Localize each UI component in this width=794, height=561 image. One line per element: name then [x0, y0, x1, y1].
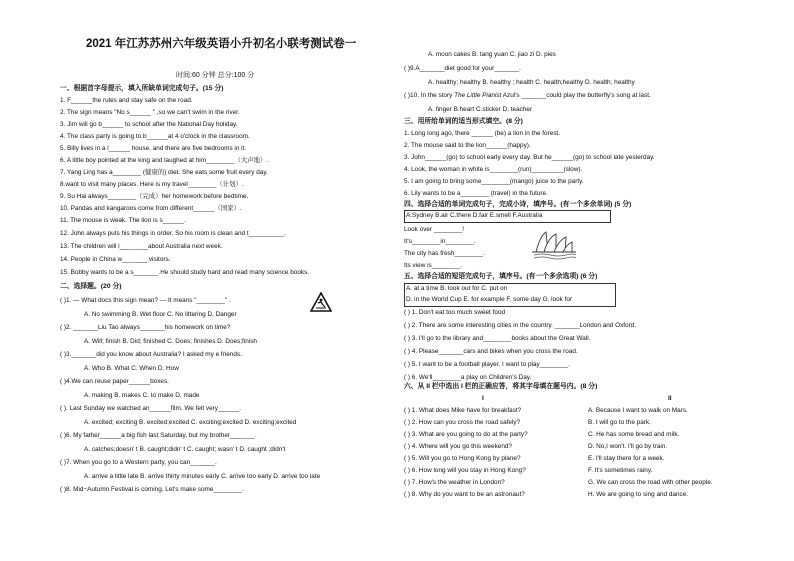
options: A. Will; finish B. Did; finished C. Does; finishes D. Does;finish — [84, 338, 257, 345]
match-answer: C. He has some bread and milk. — [588, 431, 680, 438]
list-item: ( ) 2. There are some interesting cities in the country. _______London and Oxford. — [404, 322, 637, 329]
options: A. healthy; healthy B. healthy ; health C. health;healthy D. health; healthy — [428, 79, 635, 86]
list-item: 4. Look, the woman in white is________(run)_________(slow). — [404, 166, 583, 173]
list-item: 12. John always puts his things in order. So his room is clean and t__________. — [60, 230, 286, 237]
question: ( )1. — What docs this sign mean? — It means "________" . — [60, 297, 231, 304]
options: A. making B. makes C. to make D. made — [84, 392, 200, 399]
list-item: 3. John______(go) to school early every day. But he______(go) to school late yesterday. — [404, 154, 655, 161]
question: ( )2. _______Liu Tao always_______his homework on time? — [60, 324, 231, 331]
section-3-heading: 三、用所给单词的适当形式填空。(8 分) — [404, 118, 523, 125]
match-question: ( ) 7. How's the weather in London? — [404, 479, 505, 486]
slippery-floor-sign-icon — [310, 292, 332, 312]
section-4-heading: 四、选择合适的单词完成句子，完成小诗，填序号。(有一个多余单词) (5 分) — [404, 201, 632, 208]
list-item: 1. Long long ago, there ______ (be) a lion in the forest. — [404, 130, 560, 137]
section-1-heading: 一、根据首字母提示，填入所缺单词完成句子。(15 分) — [60, 85, 224, 92]
list-item: ( ) 5. I want to be a football player. I want to play________. — [404, 361, 570, 368]
page-title: 2021 年江苏苏州六年级英语小升初名小联考测试卷一 — [86, 38, 357, 50]
section-5-heading: 五、选择合适的短语完成句子，填序号。(有一个多余选项) (6 分) — [404, 273, 598, 280]
options: A. excited; exciting B. excited;excited C. exciting;excited D. exciting;excited — [84, 419, 297, 426]
list-item: ( ) 6. We'll________a play on Children's Day. — [404, 374, 532, 381]
options: A. finger B.heart C.sticker D. teacher — [428, 106, 533, 113]
list-item: 14. People in China w_______ visitors. — [60, 256, 171, 263]
question: ( )6. My father______a big fish last Saturday, but my brother_______. — [60, 432, 257, 439]
question-text: Azul's _______could play the butterfly's song at last. — [501, 92, 651, 99]
phrase-bank: D. in the World Cup E. for example F. some day G. look for — [406, 296, 573, 303]
list-item: 10. Pandas and kangaroos come from different______（国家）. — [60, 205, 242, 212]
match-question: ( ) 3. What are you going to do at the party? — [404, 431, 528, 438]
options: A. moon cakes B. tang yuan C. jiao zi D. pies — [428, 51, 556, 58]
question: ( ). Last Sunday we watched an______film. We felt very______. — [60, 405, 242, 412]
list-item: 15. Bobby wants to be a s_______.He should study hard and read many science books. — [60, 269, 310, 276]
list-item: 3. Jim will go b______ to school after the National Day holiday. — [60, 121, 238, 128]
options: A. catches;doesn' t B. caught;didn' t C. caught; wasn' t D. caught ;didn't — [84, 446, 286, 453]
list-item: 2. The sign means "No s______ " ,so we can't swim in the river. — [60, 109, 240, 116]
question: ( )8. Mid−Autumn Festival is coming. Let's make some________. — [60, 486, 244, 493]
story-title: The Little Pianist — [454, 92, 502, 99]
word-bank: A.Sydney B.air C.there D.fair E.smell F.Australia — [406, 212, 543, 219]
list-item: 2. The mouse said to the lion______(happy). — [404, 142, 531, 149]
options: A. No swimming B. Wet floor C. No littering D. Danger — [84, 311, 237, 318]
match-answer: D. No,I won't. I'll go by train. — [588, 443, 668, 450]
poem-line: It's________in________. — [404, 238, 476, 245]
list-item: 13. The children will l________about Australia next week. — [60, 243, 223, 250]
match-question: ( ) 6. How long will you stay in Hong Kong? — [404, 467, 526, 474]
match-answer: G. We can cross the road with other people. — [588, 479, 713, 486]
column-i-header: I — [482, 395, 484, 402]
match-question: ( ) 4. Where will you go this weekend? — [404, 443, 512, 450]
match-answer: H. We are going to sing and dance. — [588, 491, 689, 498]
list-item: 6. A little boy pointed at the king and laughed at him________（大声地）. — [60, 157, 269, 164]
match-question: ( ) 2. How can you cross the road safely? — [404, 419, 521, 426]
match-answer: E. I'll stay there for a week. — [588, 455, 665, 462]
list-item: 5. Billy lives in a l______ house, and there are five bedrooms in it. — [60, 145, 247, 152]
poem-line: The city has fresh________. — [404, 250, 485, 257]
list-item: 6. Lily wants to be a________ (travel) in the future. — [404, 190, 548, 197]
section-2-heading: 二、选择题。(20 分) — [60, 283, 122, 290]
question: ( )3._______did you know about Australia? I asked my e friends. — [60, 351, 242, 358]
options: A. arrive a little late B. arrive thirty minutes early C. arrive too early D. arrive too late — [84, 473, 321, 480]
section-6-heading: 六、从 II 栏中选出 I 栏的正确应答，将其字母填在题号内。(8 分) — [404, 383, 598, 390]
list-item: ( ) 3. I'll go to the library and________books about the Great Wall. — [404, 335, 591, 342]
match-answer: A. Because I want to walk on Mars. — [588, 407, 688, 414]
list-item: 9. Su Hai always________（完成）her homework before bedtime. — [60, 193, 249, 200]
list-item: 11. The mouse is weak. The lion is s______. — [60, 217, 186, 224]
list-item: 8.want to visit many places. Here is my travel________（计划）. — [60, 181, 244, 188]
match-answer: F. It's sometimes rainy. — [588, 467, 653, 474]
match-answer: B. I will go to the park. — [588, 419, 651, 426]
sydney-opera-house-icon — [530, 228, 578, 260]
phrase-bank: A. at a time B. look out for C. put on — [406, 285, 508, 292]
poem-line: Its view is________. — [404, 262, 462, 269]
list-item: 4. The class party is going to b______at 4 o'clock in the classroom. — [60, 133, 250, 140]
match-question: ( ) 5. Will you go to Hong Kong by plane? — [404, 455, 521, 462]
list-item: 5. I am going to bring some________(mango) juice to the party. — [404, 178, 584, 185]
question — [404, 92, 651, 100]
list-item: 1. F______the rules and stay safe on the road. — [60, 97, 193, 104]
match-question: ( ) 8. Why do you want to be an astronaut? — [404, 491, 525, 498]
options: A. Who B. What C. When D. How — [84, 365, 179, 372]
list-item: ( ) 4. Please_______cars and bikes when you cross the road. — [404, 348, 578, 355]
question: ( )9.A_______diet good for your_______. — [404, 65, 521, 72]
list-item: 7. Yang Ling has a________ (健康的) diet. She eats some fruit every day. — [60, 169, 268, 176]
column-ii-header: II — [668, 395, 672, 402]
exam-meta: 时间:60 分钟 总分:100 分 — [176, 72, 255, 79]
question-text: ( )10. In the story — [404, 92, 455, 99]
match-question: ( ) 1. What does Mike have for breakfast? — [404, 407, 522, 414]
list-item: ( ) 1. Don't eat too much sweet food — [404, 309, 506, 316]
question: ( )4.We can reuse paper______boxes. — [60, 378, 169, 385]
poem-line: Look over ________! — [404, 226, 465, 233]
question: ( )7. When you go to a Western party, you can_______. — [60, 459, 217, 466]
